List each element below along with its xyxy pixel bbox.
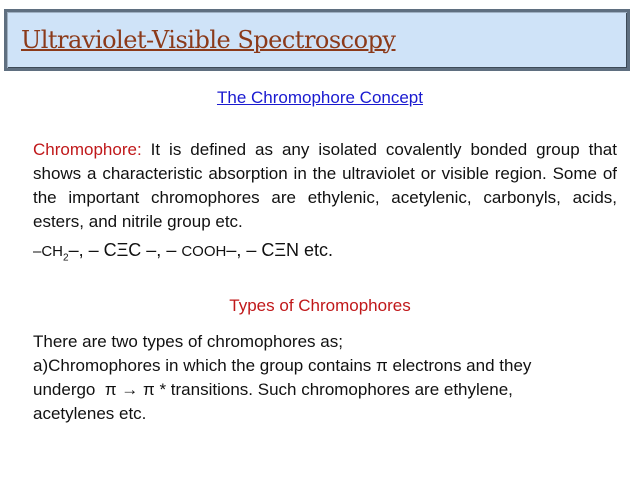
formula-alkyne: –, – CΞC –, – xyxy=(68,240,182,260)
text-line: a)Chromophores in which the group contains π electrons and they xyxy=(33,356,532,375)
section-heading-types: Types of Chromophores xyxy=(229,296,411,315)
text-line: acetylenes etc. xyxy=(33,404,147,423)
formula-cooh: COOH xyxy=(181,243,227,260)
types-paragraph xyxy=(33,330,617,426)
text-line: There are two types of chromophores as; xyxy=(33,332,343,351)
section-heading-chromophore-concept[interactable]: The Chromophore Concept xyxy=(216,88,423,107)
title-banner xyxy=(4,9,630,71)
formula-ch2: –CH xyxy=(33,243,64,260)
chromophore-definition xyxy=(33,138,617,234)
term-label: Chromophore: xyxy=(33,140,142,159)
text-line: undergo π → π * transitions. Such chromophores are ethylene, xyxy=(33,380,513,399)
slide-title: Ultraviolet-Visible Spectroscopy xyxy=(21,26,396,54)
definition-text: It is defined as any isolated covalently bonded group that shows a characteristic absorption in the ultraviolet or visible region. Some of the important chromophores are ethylenic, acetylenic, carbonyls, acids, esters, and nitrile group etc. xyxy=(33,140,617,231)
formula-subscript: 2 xyxy=(63,252,69,264)
formula-nitrile: –, – CΞN etc. xyxy=(226,240,334,260)
chromophore-formulas xyxy=(33,240,333,264)
